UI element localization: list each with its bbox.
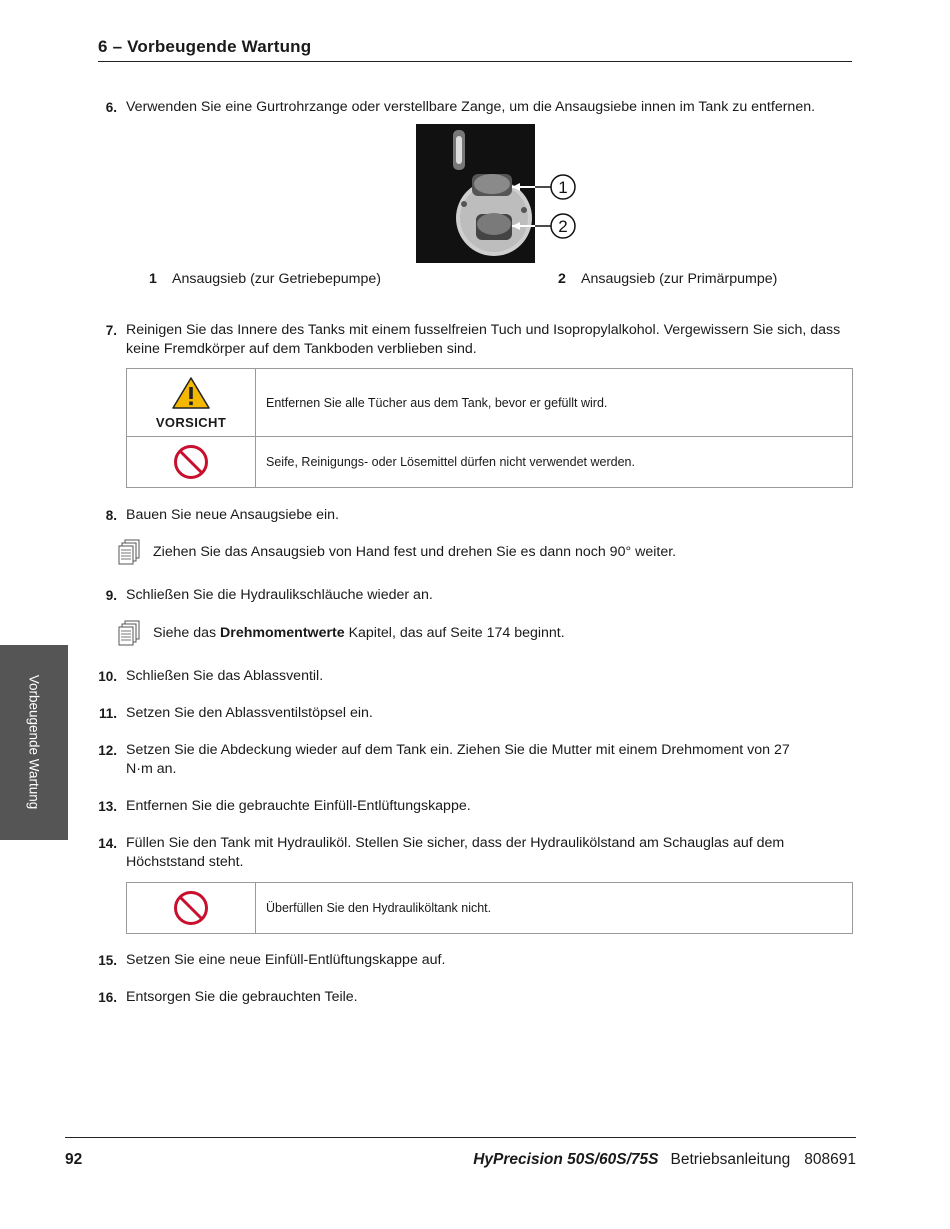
step-text: Entfernen Sie die gebrauchte Einfüll-Entlüftungskappe. — [126, 798, 471, 814]
page-number: 92 — [65, 1151, 83, 1168]
step-text: Schließen Sie das Ablassventil. — [126, 668, 324, 684]
callout-1 — [551, 175, 575, 199]
note-2 — [118, 624, 838, 643]
step-10 — [96, 667, 856, 686]
step-number: 15. — [98, 953, 117, 968]
step-text: Setzen Sie eine neue Einfüll-Entlüftungskappe auf. — [126, 952, 446, 968]
step-number: 16. — [98, 990, 117, 1005]
step-6 — [96, 98, 856, 117]
note-link-chapter[interactable]: Drehmomentwerte — [220, 625, 345, 641]
prohibition-icon — [173, 890, 209, 926]
legend-text: Ansaugsieb (zur Primärpumpe) — [581, 271, 778, 287]
step-9 — [96, 586, 856, 605]
legend-number: 1 — [149, 271, 157, 287]
step-number: 10. — [98, 669, 117, 684]
step-text: Setzen Sie den Ablassventilstöpsel ein. — [126, 705, 373, 721]
step-12 — [96, 741, 796, 779]
step-text: Entsorgen Sie die gebrauchten Teile. — [126, 989, 358, 1005]
notice-table-prohibit — [126, 882, 853, 934]
figure-legend-1 — [149, 271, 381, 287]
note-text: Ziehen Sie das Ansaugsieb von Hand fest und drehen Sie es dann noch 90° weiter. — [153, 544, 677, 560]
warning-triangle-icon — [171, 376, 211, 410]
callout-overlay — [416, 124, 586, 264]
note-text — [153, 624, 838, 643]
step-text: Schließen Sie die Hydraulikschläuche wieder an. — [126, 587, 433, 603]
document-number: 808691 — [804, 1151, 856, 1168]
product-name: HyPrecision 50S/60S/75S — [473, 1151, 659, 1168]
step-number: 14. — [98, 836, 117, 851]
side-tab-label: Vorbeugende Wartung — [26, 674, 42, 810]
prohibit-message: Seife, Reinigungs- oder Lösemittel dürfen nicht verwendet werden. — [256, 437, 853, 488]
step-16 — [96, 988, 856, 1007]
step-number: 6. — [105, 100, 117, 115]
step-11 — [96, 704, 856, 723]
legend-number: 2 — [558, 271, 566, 287]
svg-text:1: 1 — [558, 178, 568, 197]
prohibit-row — [127, 883, 853, 934]
step-14 — [96, 834, 856, 872]
step-text: Füllen Sie den Tank mit Hydrauliköl. Stellen Sie sicher, dass der Hydraulikölstand am Schauglas auf dem Höchststand steht. — [126, 835, 785, 870]
prohibit-icon-cell — [127, 437, 256, 488]
notice-table-caution — [126, 368, 853, 488]
step-13 — [96, 797, 856, 816]
header-divider — [98, 61, 852, 62]
note-document-icon — [118, 539, 140, 567]
note-suffix: Kapitel, das auf Seite 174 beginnt. — [344, 625, 565, 641]
step-number: 11. — [98, 706, 117, 721]
step-number: 8. — [105, 508, 117, 523]
caution-row — [127, 369, 853, 437]
note-prefix: Siehe das — [153, 625, 221, 641]
caution-message: Entfernen Sie alle Tücher aus dem Tank, bevor er gefüllt wird. — [256, 369, 853, 437]
step-8 — [96, 506, 856, 525]
svg-text:2: 2 — [558, 217, 568, 236]
step-text: Setzen Sie die Abdeckung wieder auf dem Tank ein. Ziehen Sie die Mutter mit einem Drehmoment von 27 N·m an. — [126, 742, 790, 777]
step-7 — [96, 321, 856, 359]
note-document-icon — [118, 620, 140, 648]
caution-label: VORSICHT — [155, 414, 227, 430]
page-title: 6 – Vorbeugende Wartung — [98, 37, 312, 56]
step-text: Reinigen Sie das Innere des Tanks mit einem fusselfreien Tuch und Isopropylalkohol. Vergewissern Sie sich, dass keine Fremdkörper auf dem Tankboden verblieben sind. — [126, 322, 841, 357]
step-text: Bauen Sie neue Ansaugsiebe ein. — [126, 507, 339, 523]
step-number: 7. — [105, 323, 117, 338]
prohibit-icon-cell — [127, 883, 256, 934]
note-1 — [118, 543, 838, 562]
figure-legend-2 — [558, 271, 777, 287]
footer-info — [473, 1151, 856, 1169]
legend-text: Ansaugsieb (zur Getriebepumpe) — [172, 271, 381, 287]
step-number: 9. — [105, 588, 117, 603]
prohibition-icon — [173, 444, 209, 480]
footer-divider — [65, 1137, 856, 1138]
step-number: 12. — [98, 743, 117, 758]
caution-icon-cell — [127, 369, 256, 437]
step-number: 13. — [98, 799, 117, 814]
prohibit-message: Überfüllen Sie den Hydrauliköltank nicht. — [256, 883, 853, 934]
callout-2 — [551, 214, 575, 238]
step-text: Verwenden Sie eine Gurtrohrzange oder verstellbare Zange, um die Ansaugsiebe innen im Tank zu entfernen. — [126, 99, 816, 115]
prohibit-row — [127, 437, 853, 488]
document-type: Betriebsanleitung — [670, 1151, 791, 1168]
section-side-tab — [0, 645, 68, 840]
step-15 — [96, 951, 856, 970]
